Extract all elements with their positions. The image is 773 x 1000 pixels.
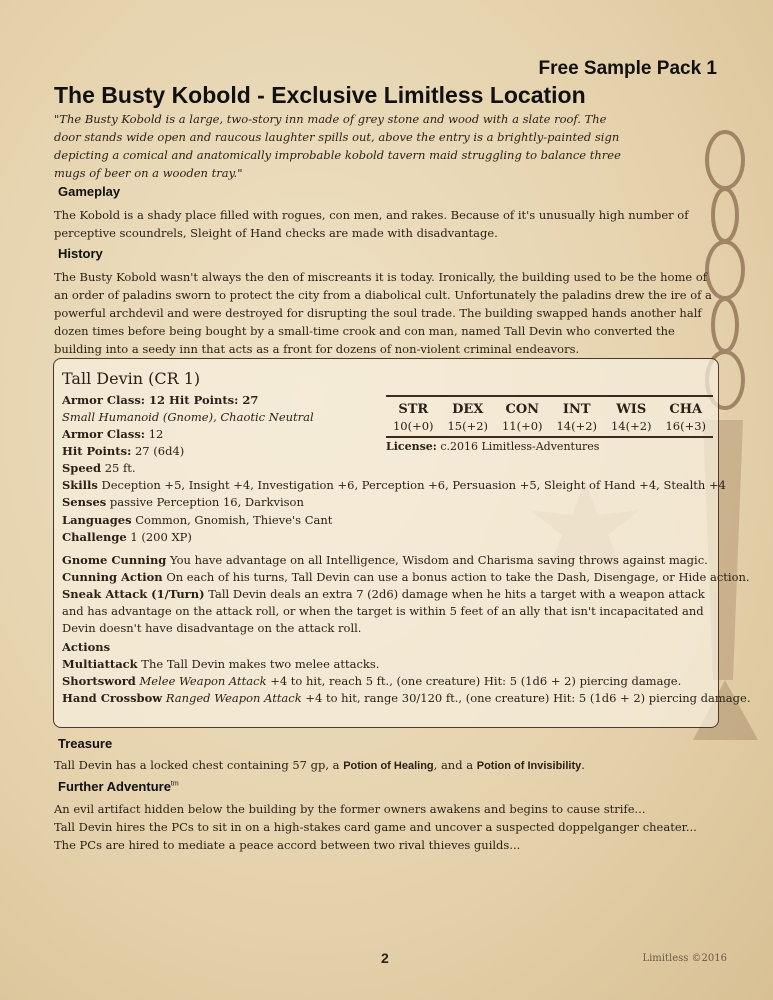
ability-name: CHA (669, 402, 703, 417)
summary-line: Armor Class: 12 Hit Points: 27 (62, 393, 259, 407)
trait-cunning-action: Cunning Action On each of his turns, Tall Devin can use a bonus action to take the Dash, Disengage, or Hide action. (62, 570, 750, 584)
ability-score: 11(+0) (501, 419, 543, 433)
speed: Speed 25 ft. (62, 461, 136, 475)
actions-heading: Actions (62, 640, 111, 654)
list-item: The PCs are hired to mediate a peace accord between two rival thieves guilds... (54, 838, 521, 852)
pack-label: Free Sample Pack 1 (538, 58, 717, 79)
ability-name: WIS (616, 402, 647, 417)
ability-name: STR (398, 402, 429, 417)
ability-score: 10(+0) (392, 419, 434, 433)
ability-score: 16(+3) (665, 419, 707, 433)
hit-points: Hit Points: 27 (6d4) (62, 444, 185, 458)
challenge: Challenge 1 (200 XP) (62, 530, 192, 544)
gameplay-heading: Gameplay (58, 184, 121, 199)
creature-name: Tall Devin (CR 1) (62, 369, 201, 388)
page-number: 2 (381, 950, 389, 966)
skills: Skills Deception +5, Insight +4, Investigation +6, Perception +6, Persuasion +5, Sleight of Hand +4, Stealth +4 (62, 478, 726, 492)
stat-block (53, 358, 751, 728)
footer-copyright: Limitless ©2016 (642, 953, 727, 964)
trait-sneak-attack: Sneak Attack (1/Turn) Tall Devin deals an extra 7 (2d6) damage when he hits a target with a weapon attack and has advantage on the attack roll, or when the target is within 5 feet of an ally that isn't incapacitated and Devin doesn't have disadvantage on the attack roll. (62, 587, 705, 635)
ability-score: 14(+2) (556, 419, 598, 433)
senses: Senses passive Perception 16, Darkvison (62, 495, 304, 509)
treasure-heading: Treasure (58, 736, 113, 751)
ability-name: CON (505, 402, 540, 417)
list-item: Tall Devin hires the PCs to sit in on a high-stakes card game and uncover a suspected doppelganger cheater... (54, 820, 697, 834)
history-heading: History (58, 246, 103, 261)
action-multiattack: Multiattack The Tall Devin makes two melee attacks. (62, 657, 380, 671)
trait-gnome-cunning: Gnome Cunning You have advantage on all Intelligence, Wisdom and Charisma saving throws against magic. (62, 553, 708, 567)
ability-score: 15(+2) (447, 419, 489, 433)
action-hand-crossbow: Hand Crossbow Ranged Weapon Attack +4 to hit, range 30/120 ft., (one creature) Hit: 5 (1d6 + 2) piercing damage. (62, 691, 751, 705)
ability-name: DEX (452, 402, 484, 417)
further-adventure-heading: Further Adventure$^{tm}$ (58, 779, 179, 794)
languages: Languages Common, Gnomish, Thieve's Cant (62, 513, 333, 527)
armor-class: Armor Class: 12 (62, 427, 164, 441)
ability-bottom-rule (386, 436, 713, 438)
intro-quote: "The Busty Kobold is a large, two-story inn made of grey stone and wood with a slate roof. The door stands wide open and raucous laughter spills out, above the entry is a brightly-painted sign depicting a comical and anatomically improbable kobold tavern maid struggling to balance three mugs of beer on a wooden tray." (54, 112, 621, 180)
history-text: The Busty Kobold wasn't always the den of miscreants it is today. Ironically, the building used to be the home of an order of paladins sworn to protect the city from a diabolical cult. Unfortunately the paladins drew the ire of a powerful archdevil and were destroyed for disrupting the soul trade. The building swapped hands another half dozen times before being bought by a small-time crook and con man, named Tall Devin who converted the building into a seedy inn that acts as a front for dozens of non-violent criminal endeavors. (54, 270, 712, 356)
ability-score: 14(+2) (610, 419, 652, 433)
list-item: An evil artifact hidden below the building by the former owners awakens and begins to cause strife... (54, 802, 646, 816)
ability-name: INT (562, 402, 591, 417)
page-title: The Busty Kobold - Exclusive Limitless Location (54, 82, 586, 108)
further-adventure-list (54, 800, 697, 854)
gameplay-text: The Kobold is a shady place filled with rogues, con men, and rakes. Because of it's unusually high number of perceptive scoundrels, Sleight of Hand checks are made with disadvantage. (54, 208, 689, 240)
ability-scores (386, 395, 713, 453)
license: License: c.2016 Limitless-Adventures (386, 440, 600, 453)
treasure-text: Tall Devin has a locked chest containing 57 gp, a Potion of Healing, and a Potion of Invisibility. (54, 758, 585, 772)
action-shortsword: Shortsword Melee Weapon Attack +4 to hit, reach 5 ft., (one creature) Hit: 5 (1d6 + 2) piercing damage. (62, 674, 682, 688)
creature-type: Small Humanoid (Gnome), Chaotic Neutral (62, 410, 314, 424)
